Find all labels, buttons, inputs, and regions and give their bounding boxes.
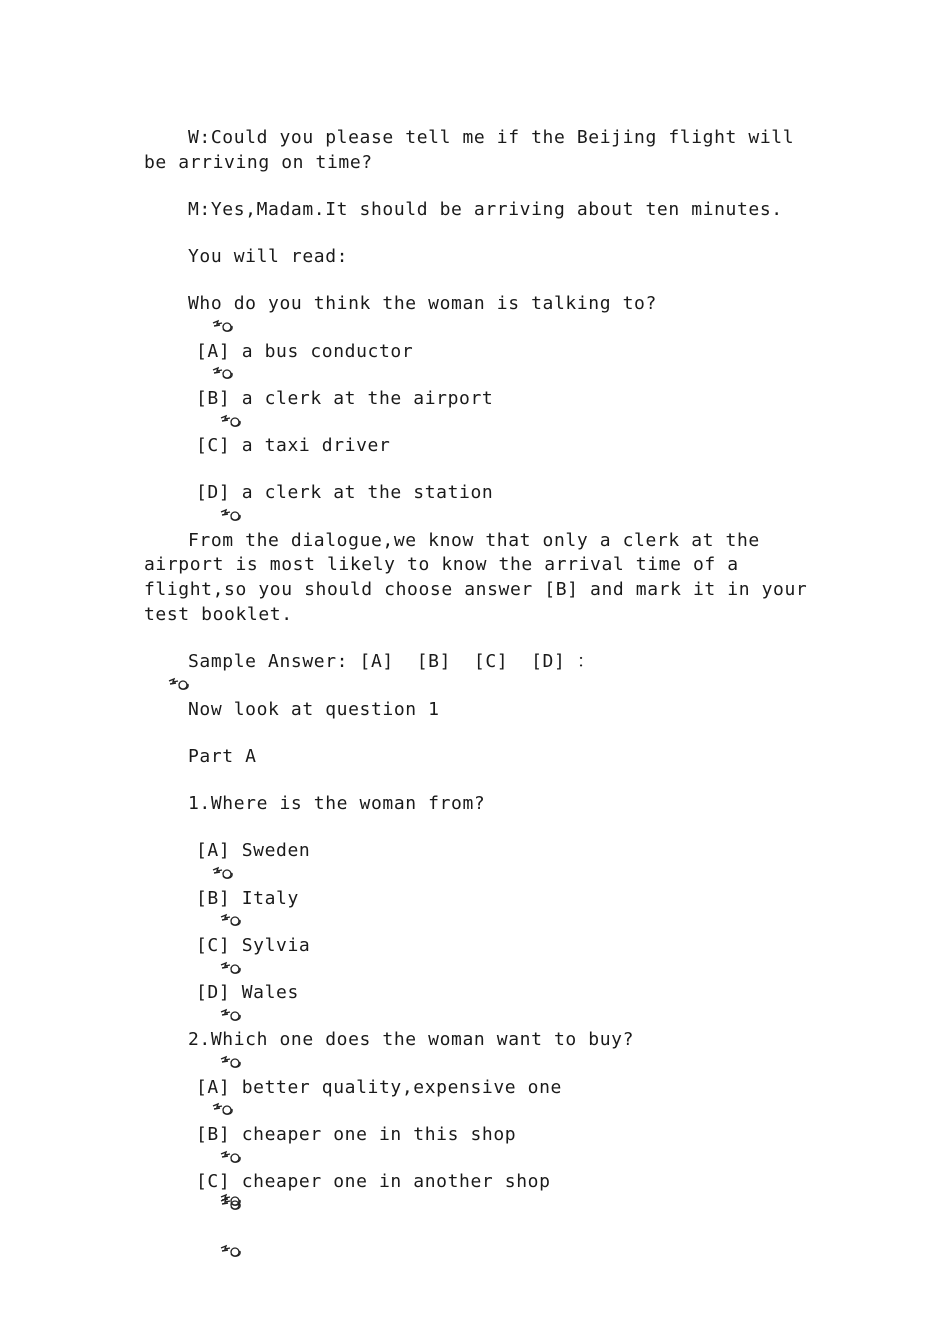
line-break-mark-icon bbox=[212, 269, 234, 283]
text-line bbox=[0, 480, 950, 505]
text-line bbox=[0, 744, 950, 769]
line-text: [C] cheaper one in another shop bbox=[196, 1171, 551, 1192]
line-text: test booklet. bbox=[144, 604, 293, 625]
text-line bbox=[0, 552, 950, 577]
line-text: [C] Sylvia bbox=[196, 935, 311, 956]
line-text: airport is most likely to know the arrival time of a bbox=[144, 554, 739, 575]
line-text: You will read: bbox=[188, 246, 349, 267]
line-break-mark-icon bbox=[168, 627, 190, 641]
line-text: Now look at question 1 bbox=[188, 699, 440, 720]
line-break-mark-icon bbox=[220, 1194, 242, 1208]
text-line bbox=[0, 197, 950, 222]
line-break-mark-icon bbox=[220, 958, 242, 972]
line-text: [D] Wales bbox=[196, 982, 299, 1003]
line-text: be arriving on time? bbox=[144, 152, 373, 173]
line-text: Sample Answer: [A] [B] [C] [D] ： bbox=[188, 651, 596, 672]
line-text: [B] cheaper one in this shop bbox=[196, 1124, 517, 1145]
line-text: From the dialogue,we know that only a clerk at the bbox=[188, 530, 760, 551]
line-text: 2.Which one does the woman want to buy? bbox=[188, 1029, 635, 1050]
line-text: [B] a clerk at the airport bbox=[196, 388, 494, 409]
line-text: flight,so you should choose answer [B] and mark it in your bbox=[144, 579, 808, 600]
line-break-mark-icon bbox=[212, 816, 234, 830]
text-line bbox=[0, 528, 950, 553]
text-line bbox=[0, 1169, 950, 1307]
line-break-mark-icon bbox=[220, 364, 242, 378]
line-text: [A] better quality,expensive one bbox=[196, 1077, 562, 1098]
line-text: [B] Italy bbox=[196, 888, 299, 909]
line-text: [A] Sweden bbox=[196, 840, 311, 861]
text-line bbox=[0, 577, 950, 602]
line-break-mark-icon bbox=[220, 1100, 242, 1114]
line-break-mark-icon bbox=[220, 1147, 242, 1161]
text-line bbox=[0, 386, 950, 411]
line-break-mark-icon bbox=[220, 863, 242, 877]
line-text: [D] a clerk at the station bbox=[196, 482, 494, 503]
line-break-mark-icon bbox=[220, 1005, 242, 1019]
line-break-mark-icon bbox=[220, 911, 242, 925]
text-line bbox=[0, 150, 950, 175]
line-break-mark-icon bbox=[220, 458, 242, 472]
line-break-mark-icon bbox=[212, 316, 234, 330]
line-text: Who do you think the woman is talking to? bbox=[188, 293, 657, 314]
line-text: W:Could you please tell me if the Beijing flight will bbox=[188, 127, 795, 148]
text-line bbox=[0, 697, 950, 722]
line-text: M:Yes,Madam.It should be arriving about ten minutes. bbox=[188, 199, 783, 220]
text-line bbox=[0, 649, 950, 674]
text-line bbox=[0, 125, 950, 150]
line-text: [A] a bus conductor bbox=[196, 341, 414, 362]
line-text: 1.Where is the woman from? bbox=[188, 793, 486, 814]
line-text: [C] a taxi driver bbox=[196, 435, 391, 456]
line-text: Part A bbox=[188, 746, 257, 767]
line-break-mark-icon bbox=[212, 1052, 234, 1066]
